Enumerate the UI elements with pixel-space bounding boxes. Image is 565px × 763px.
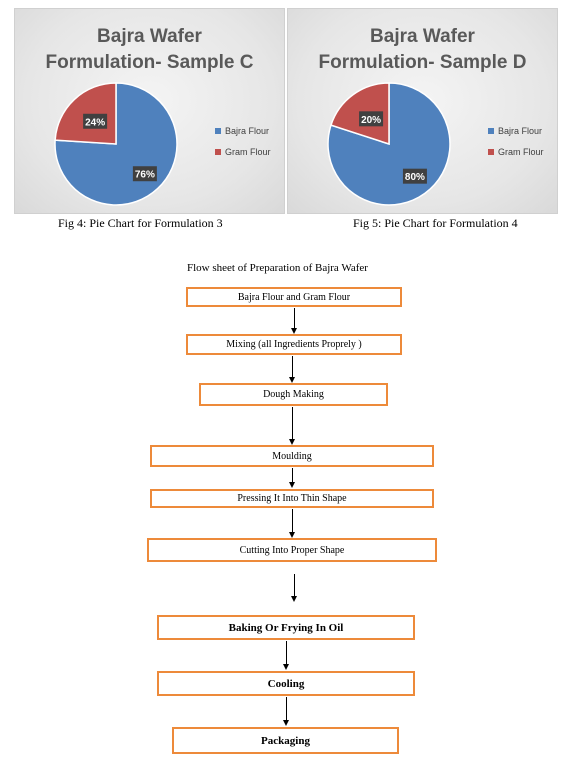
chart-title-line1: Bajra Wafer (97, 26, 202, 47)
flow-step-baking: Baking Or Frying In Oil (157, 615, 415, 640)
flow-step-ingredients: Bajra Flour and Gram Flour (186, 287, 402, 307)
chart-title-line2: Formulation- Sample C (45, 52, 254, 73)
flow-step-pressing: Pressing It Into Thin Shape (150, 489, 434, 508)
flow-step-cutting: Cutting Into Proper Shape (147, 538, 437, 562)
svg-text:24%: 24% (85, 117, 106, 129)
chart-legend (215, 125, 271, 167)
figure-caption-5: Fig 5: Pie Chart for Formulation 4 (353, 216, 518, 230)
flow-step-mixing: Mixing (all Ingredients Proprely ) (186, 334, 402, 355)
svg-text:20%: 20% (361, 114, 382, 126)
pie-slice-gram-flour (55, 83, 116, 144)
pie-plot (51, 79, 181, 209)
legend-label: Bajra Flour (225, 126, 270, 136)
legend-entry (488, 125, 544, 137)
legend-swatch (488, 128, 494, 134)
data-label (133, 166, 157, 181)
flow-arrow (292, 468, 293, 483)
legend-label: Gram Flour (498, 147, 544, 157)
flow-arrow (292, 407, 293, 440)
data-label (403, 169, 427, 184)
legend-entry (215, 146, 271, 158)
flow-arrow (294, 308, 295, 329)
data-label (359, 111, 383, 126)
pie-chart-sample-d (287, 8, 558, 214)
chart-title-line1: Bajra Wafer (370, 26, 475, 47)
flow-step-cooling: Cooling (157, 671, 415, 696)
chart-legend (488, 125, 544, 167)
legend-label: Gram Flour (225, 147, 271, 157)
flowsheet-title: Flow sheet of Preparation of Bajra Wafer (187, 262, 368, 274)
flow-arrow (286, 697, 287, 721)
legend-entry (488, 146, 544, 158)
pie-chart-sample-c (14, 8, 285, 214)
svg-text:76%: 76% (134, 169, 155, 181)
chart-title-line2: Formulation- Sample D (318, 52, 527, 73)
legend-swatch (215, 149, 221, 155)
flow-arrow (286, 641, 287, 665)
legend-entry (215, 125, 271, 137)
flow-arrow (294, 574, 295, 597)
legend-label: Bajra Flour (498, 126, 543, 136)
legend-swatch (215, 128, 221, 134)
pie-plot (324, 79, 454, 209)
legend-swatch (488, 149, 494, 155)
svg-text:80%: 80% (404, 172, 425, 184)
flow-step-moulding: Moulding (150, 445, 434, 467)
flow-arrow (292, 509, 293, 533)
flow-step-packaging: Packaging (172, 727, 399, 754)
figure-caption-4: Fig 4: Pie Chart for Formulation 3 (58, 216, 223, 230)
data-label (83, 114, 107, 129)
flow-step-dough: Dough Making (199, 383, 388, 406)
flow-arrow (292, 356, 293, 378)
